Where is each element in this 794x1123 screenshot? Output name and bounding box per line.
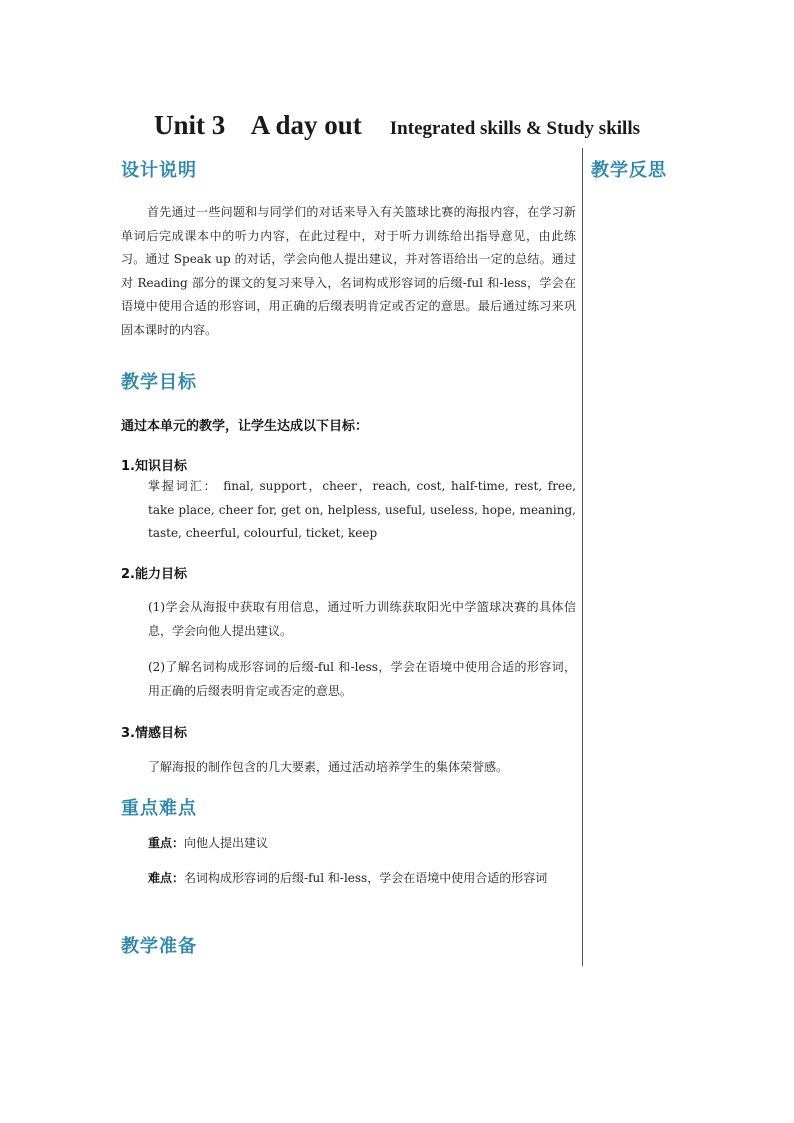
difficult-label: 难点： bbox=[148, 871, 185, 885]
reflection-heading: 教学反思 bbox=[591, 160, 667, 181]
key-text: 向他人提出建议 bbox=[184, 836, 269, 850]
difficult-text: 名词构成形容词的后缀-ful 和-less，学会在语境中使用合适的形容词 bbox=[184, 871, 548, 885]
key-point bbox=[148, 832, 576, 856]
ability-label: 2.能力目标 bbox=[121, 567, 187, 582]
emotion-label: 3.情感目标 bbox=[121, 726, 187, 741]
prep-heading: 教学准备 bbox=[121, 936, 197, 957]
keypoints-heading: 重点难点 bbox=[121, 798, 197, 819]
knowledge-text: 掌握词汇： final, support，cheer，reach, cost, half-time, rest, free, take place, cheer for, get on, helpless, useful, useless, hope, meaning, taste, cheerful, colourful, ticket, keep bbox=[148, 479, 576, 540]
design-heading: 设计说明 bbox=[121, 160, 197, 181]
goals-heading: 教学目标 bbox=[121, 372, 197, 393]
ability-item-1: (1)学会从海报中获取有用信息，通过听力训练获取阳光中学篮球决赛的具体信息，学会向他人提出建议。 bbox=[148, 600, 576, 638]
knowledge-label: 1.知识目标 bbox=[121, 459, 187, 474]
ability-item-2: (2)了解名词构成形容词的后缀-ful 和-less，学会在语境中使用合适的形容词，用正确的后缀表明肯定或否定的意思。 bbox=[148, 660, 576, 698]
column-divider bbox=[582, 148, 583, 966]
page-title bbox=[0, 110, 794, 141]
title-sub: Integrated skills & Study skills bbox=[389, 118, 641, 139]
key-label: 重点： bbox=[148, 836, 185, 850]
difficult-point bbox=[148, 867, 576, 891]
emotion-text: 了解海报的制作包含的几大要素，通过活动培养学生的集体荣誉感。 bbox=[148, 760, 509, 774]
design-text: 首先通过一些问题和与同学们的对话来导入有关篮球比赛的海报内容，在学习新单词后完成课本中的听力内容，在此过程中，对于听力训练给出指导意见，由此练习。通过 Speak up 的对话，学会向他人提出建议，并对答语给出一定的总结。通过对 Reading 部分的课文的复习来导入，名词构成形容词的后缀-ful 和-less，学会在语境中使用合适的形容词，用正确的后缀表明肯定或否定的意思。最后通过练习来巩固本课时的内容。 bbox=[121, 205, 576, 337]
title-main: Unit 3 A day out bbox=[153, 110, 362, 140]
goals-intro: 通过本单元的教学，让学生达成以下目标： bbox=[121, 419, 369, 434]
